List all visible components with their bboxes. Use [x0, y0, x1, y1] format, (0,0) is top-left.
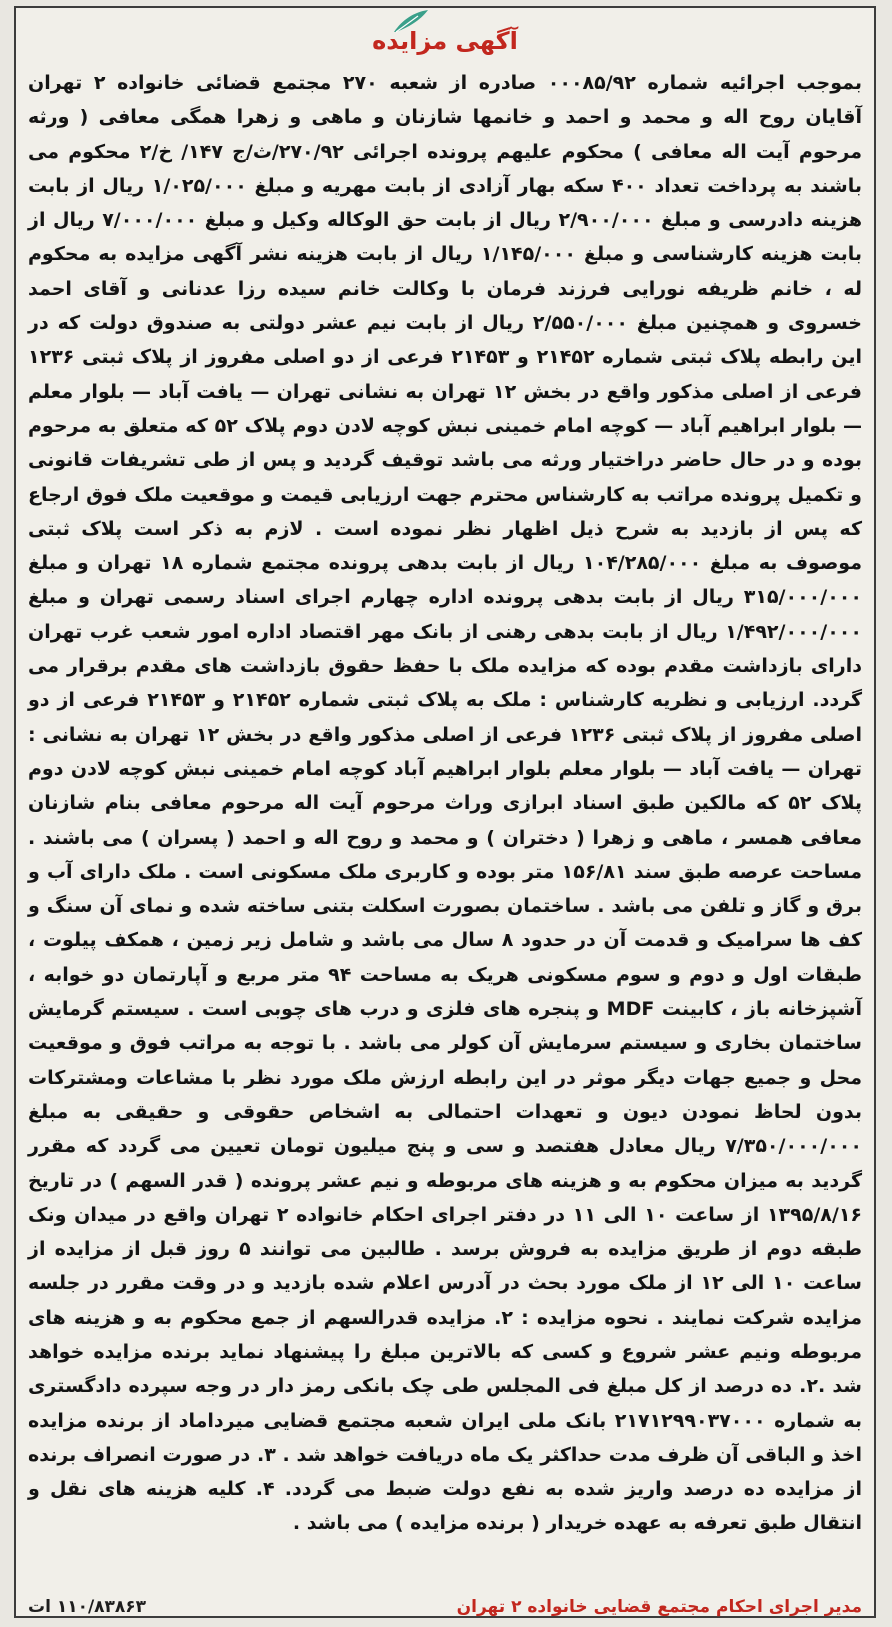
notice-frame	[14, 6, 876, 1618]
notice-code: ۱۱۰/۸۳۸۶۳ ات	[28, 1597, 147, 1617]
notice-body-paragraph: بموجب اجرائیه شماره ۰۰۰۸۵/۹۲ صادره از شعبه ۲۷۰ مجتمع قضائی خانواده ۲ تهران آقایان روح اله و محمد و احمد و خانمها شازنان و ماهی و زهرا همگی معافی ( ورثه مرحوم آیت اله معافی ) محکوم علیهم پرونده اجرائی ۲۷۰/۹۲/ث/ج ۱۴۷/ خ/۲ محکوم می باشند به پرداخت تعداد ۴۰۰ سکه بهار آزادی از بابت مهریه و مبلغ ۱/۰۲۵/۰۰۰ ریال از بابت هزینه دادرسی و مبلغ ۲/۹۰۰/۰۰۰ ریال از بابت حق الوکاله وکیل و مبلغ ۷/۰۰۰/۰۰۰ ریال از بابت هزینه کارشناسی و مبلغ ۱/۱۴۵/۰۰۰ ریال از بابت هزینه نشر آگهی مزایده به محکوم له ، خانم ظریفه نورایی فرزند فرمان با وکالت خانم سیده رزا عدنانی و آقای احمد خسروی و همچنین مبلغ ۲/۵۵۰/۰۰۰ ریال از بابت نیم عشر دولتی به صندوق دولت که در این رابطه پلاک ثبتی شماره ۲۱۴۵۲ و ۲۱۴۵۳ فرعی از دو اصلی مفروز از پلاک ثبتی ۱۲۳۶ فرعی از اصلی مذکور واقع در بخش ۱۲ تهران به نشانی تهران — یافت آباد — بلوار معلم — بلوار ابراهیم آباد — کوچه امام خمینی نبش کوچه لادن دوم پلاک ۵۲ که متعلق به مرحوم بوده و در حال حاضر دراختیار ورثه می باشد توقیف گردید و پس از طی تشریفات قانونی و تکمیل پرونده مراتب به کارشناس محترم جهت ارزیابی قیمت و موقعیت ملک فوق ارجاع که پس از بازدید به شرح ذیل اظهار نظر نموده است . لازم به ذکر است پلاک ثبتی موصوف به مبلغ ۱۰۴/۲۸۵/۰۰۰ ریال از بابت بدهی پرونده مجتمع شماره ۱۸ تهران و مبلغ ۳۱۵/۰۰۰/۰۰۰ ریال از بابت بدهی پرونده اداره چهارم اجرای اسناد رسمی تهران و مبلغ ۱/۴۹۲/۰۰۰/۰۰۰ ریال از بابت بدهی رهنی از بانک مهر اقتصاد اداره امور شعب غرب تهران دارای بازداشت مقدم بوده که مزایده ملک با حفظ حقوق بازداشت های مقدم برقرار می گردد. ارزیابی و نظریه کارشناس : ملک به پلاک ثبتی شماره ۲۱۴۵۲ و ۲۱۴۵۳ فرعی از دو اصلی مفروز از پلاک ثبتی ۱۲۳۶ فرعی از اصلی مذکور واقع در بخش ۱۲ تهران به نشانی : تهران — یافت آباد — بلوار معلم بلوار ابراهیم آباد کوچه امام خمینی نبش کوچه لادن دوم پلاک ۵۲ که مالکین طبق اسناد ابرازی وراث مرحوم آیت اله مرحوم معافی بنام شازنان معافی همسر ، ماهی و زهرا ( دختران ) و محمد و روح اله و احمد ( پسران ) می باشند . مساحت عرصه طبق سند ۱۵۶/۸۱ متر بوده و کاربری ملک مسکونی است . ملک دارای آب و برق و گاز و تلفن می باشد . ساختمان بصورت اسکلت بتنی ساخته شده و نمای آن سنگ و کف ها سرامیک و قدمت آن در حدود ۸ سال می باشد و شامل زیر زمین ، همکف پیلوت ، طبقات اول و دوم و سوم مسکونی هریک به مساحت ۹۴ متر مربع و آپارتمان دو خوابه ، آشپزخانه باز ، کابینت MDF و پنجره های فلزی و درب های چوبی است . سیستم گرمایش ساختمان بخاری و سیستم سرمایش آن کولر می باشد . با توجه به مراتب فوق و موقعیت محل و جمیع جهات دیگر موثر در این رابطه ارزش ملک مورد نظر با مشاعات ومشترکات بدون لحاظ نمودن دیون و تعهدات احتمالی به اشخاص حقوقی و حقیقی به مبلغ ۷/۳۵۰/۰۰۰/۰۰۰ ریال معادل هفتصد و سی و پنج میلیون تومان تعیین می گردد که مقرر گردید به میزان محکوم به و هزینه های مربوطه و نیم عشر پرونده ( قدر السهم ) در تاریخ ۱۳۹۵/۸/۱۶ از ساعت ۱۰ الی ۱۱ در دفتر اجرای احکام خانواده ۲ تهران واقع در میدان ونک طبقه دوم از طریق مزایده به فروش برسد . طالبین می توانند ۵ روز قبل از مزایده از ساعت ۱۰ الی ۱۲ از ملک مورد بحث در آدرس اعلام شده بازدید و در وقت مقرر در جلسه مزایده شرکت نمایند . نحوه مزایده : ۲. مزایده قدرالسهم از جمع محکوم به و هزینه های مربوطه ونیم عشر شروع و کسی که بالاترین مبلغ را پیشنهاد نماید برنده مزایده خواهد شد .۲. ده درصد از کل مبلغ فی المجلس طی چک بانکی رمز دار در وجه سپرده دادگستری به شماره ۲۱۷۱۲۹۹۰۳۷۰۰۰ بانک ملی ایران شعبه مجتمع قضایی میرداماد از برنده مزایده اخذ و الباقی آن ظرف مدت حداکثر یک ماه دریافت خواهد شد . ۳. در صورت انصراف برنده از مزایده ده درصد واریز شده به نفع دولت ضبط می گردد. ۴. کلیه هزینه های نقل و انتقال طبق تعرفه به عهده خریدار ( برنده مزایده ) می باشد .	[28, 72, 863, 1535]
notice-body	[28, 66, 862, 1541]
notice-title: آگهی مزایده	[372, 27, 518, 55]
signer-title: مدیر اجرای احکام مجتمع قضایی خانواده ۲ تهران	[456, 1597, 862, 1617]
notice-footer	[28, 1596, 862, 1620]
